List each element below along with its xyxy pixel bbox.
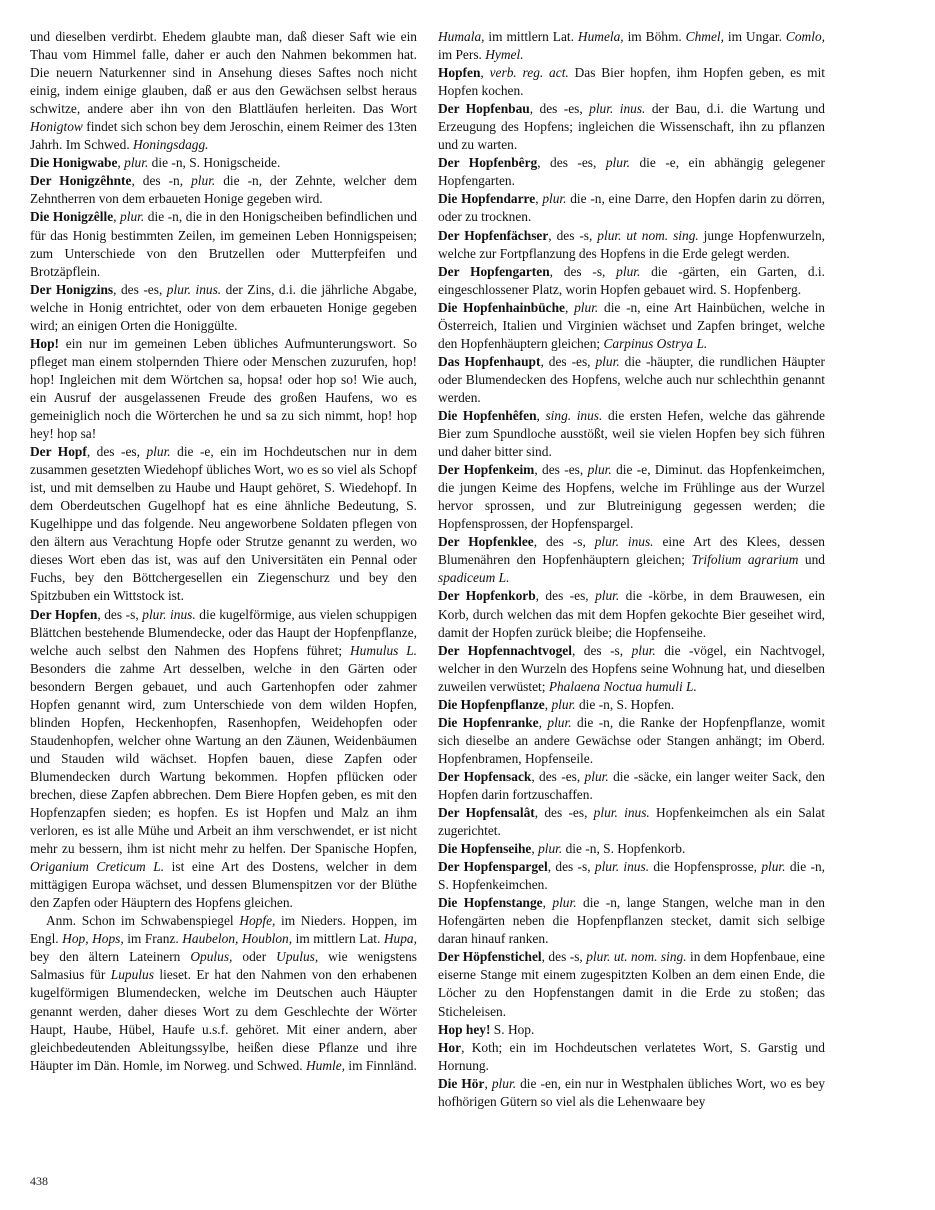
entry-text: die Hopfensprosse, — [649, 859, 762, 875]
entry-text: die -n, S. Hopfenkorb. — [562, 841, 686, 857]
headword: Der Hopfensalât — [438, 805, 535, 821]
italic-text: sing. inus. — [545, 407, 603, 423]
italic-text: plur. — [574, 299, 599, 315]
entry-text: die ersten Hefen, welche das gährende Bier zum Spundloche ausstößt, weil sie vielen Hopfen bey sich führen und daher bitter sind. — [438, 407, 825, 460]
italic-text: Honigtow — [30, 119, 83, 135]
entry-text: die -n, die in den Honigscheiben befindlichen und für das Honig bestimmten Zeilen, im gemeinen Leben Honnigspeisen; zum Unterschiede von den Brutzellen oder Mutterpfeifen und Brotzäpflein. — [30, 209, 417, 279]
entry-text: der Zins, d.i. die jährliche Abgabe, welche in Honig entrichtet, oder von dem erbaueten Honige gegeben wird; an einigen Orten die Honiggülte. — [30, 281, 417, 333]
dictionary-entry — [438, 190, 825, 226]
headword: Die Honigzêlle — [30, 209, 114, 225]
headword: Der Hopfengarten — [438, 263, 550, 279]
entry-text: , des -s, — [549, 263, 617, 279]
italic-text: Haubelon, Houblon, — [182, 931, 293, 947]
entry-text: , des -es, — [529, 101, 590, 117]
headword: Die Hopfenstange — [438, 895, 543, 911]
entry-text: im mittlern Lat. — [484, 29, 578, 44]
entry-text: die -n, die Ranke der Hopfenpflanze, womit sich dieselbe an andere Gewächse oder Stangen anhängt; im Oberd. Hopfenbramen, Hopfenseile. — [438, 714, 825, 766]
entry-text: , — [535, 191, 543, 207]
italic-text: Comlo, — [785, 29, 825, 44]
italic-text: plur. — [120, 209, 145, 225]
dictionary-entry — [438, 768, 825, 804]
dictionary-entry — [438, 227, 825, 263]
entry-text: die kugelförmige, aus vielen schuppigen Blättchen bestehende Blumendecke, oder das Haupt der Hopfenpflanze, welche auch selbst den Nahmen des Hopfens führet; — [30, 606, 417, 658]
headword: Der Hopfenkorb — [438, 588, 536, 604]
italic-text: plur. ut. nom. sing. — [586, 949, 687, 965]
headword: Der Hopfenbau — [438, 101, 530, 117]
dictionary-entry — [438, 894, 825, 948]
italic-text: Hop, Hops, — [62, 931, 124, 947]
italic-text: Humle, — [305, 1057, 346, 1073]
italic-text: Chmel, — [685, 29, 724, 44]
italic-text: plur. — [191, 173, 216, 189]
entry-text: , des -s, — [533, 534, 595, 550]
entry-text: , — [113, 209, 121, 225]
italic-text: Carpinus Ostrya L. — [603, 335, 708, 351]
italic-text: Hymel. — [485, 47, 524, 63]
entry-text: , — [565, 299, 575, 315]
italic-text: plur. — [552, 895, 577, 911]
entry-text: und — [798, 552, 825, 568]
entry-text: ein nur im gemeinen Leben übliches Aufmunterungswort. So pfleget man einem stolpernden Thiere oder Menschen zuzurufen, hop! hop! Ingleichen mit dem Wörtchen sa, hopsa! oder hop so! Wie auch, ein Ausruf der ausgelassenen Freude des großen Haufens, wo es gemeiniglich noch die Wörterchen he und sa zu sich nimmt, hop! hop hey! hop sa! — [30, 335, 417, 442]
italic-text: plur. — [761, 859, 786, 875]
dictionary-entry — [30, 443, 417, 605]
headword: Die Honigwabe — [30, 155, 118, 171]
entry-text: , des -s, — [97, 606, 143, 622]
dictionary-entry — [438, 353, 825, 407]
italic-text: plur. ut nom. sing. — [597, 227, 699, 243]
dictionary-entry — [30, 335, 417, 443]
dictionary-entry — [30, 606, 417, 913]
entry-text: die -säcke, ein langer weiter Sack, den Hopfen darin fortzuschaffen. — [438, 768, 825, 802]
entry-text: wie wenigstens Salmasius für — [30, 949, 417, 983]
entry-text: die -vögel, ein Nachtvogel, welcher in den Wurzeln des Hopfens seine Wohnung hat, und dieselben zuweilen verwüstet; — [438, 642, 825, 694]
dictionary-entry — [438, 804, 825, 840]
entry-text: S. Hop. — [490, 1021, 535, 1037]
headword: Der Hopfenbêrg — [438, 155, 538, 171]
entry-text: , — [117, 155, 125, 171]
right-column — [438, 28, 825, 1111]
dictionary-entry — [438, 642, 825, 696]
entry-text: die -n, S. Honigscheide. — [148, 155, 281, 171]
italic-text: plur. — [587, 462, 612, 478]
italic-text: plur. — [547, 714, 572, 730]
italic-text: plur. — [595, 353, 620, 369]
left-column — [30, 28, 417, 1075]
entry-text: , des -s, — [548, 227, 598, 243]
entry-text: im mittlern Lat. — [292, 931, 384, 947]
headword: Die Hopfenseihe — [438, 841, 532, 857]
italic-text: plur. inus. — [594, 534, 654, 550]
headword: Hopfen — [438, 65, 481, 81]
entry-text: die -en, ein nur in Westphalen übliches Wort, wo es bey hofhörigen Gütern so viel als die Lehenwaare bey — [438, 1075, 825, 1109]
italic-text: plur. — [584, 768, 609, 784]
dictionary-entry — [438, 154, 825, 190]
headword: Hop! — [30, 335, 60, 351]
dictionary-entry — [30, 912, 417, 1074]
entry-text: die -e, ein im Hochdeutschen nur in dem zusammen gesetzten Wiedehopf übliches Wort, wo es so viel als Schopf ist, und mit demselben zu Haube und Haupt gehöret, S. Wiedehopf. In dem Oberdeutschen Gugelhopf hat es eine ähnliche Bedeutung, S. Kugelhippe und das folgende. Neu angeworbene Soldaten pflegen von den ältern aus Verachtung Hopfe oder Strutze genannt zu werden, wo dieses Wort eben das ist, was auf den Universitäten ein Pennal oder Fuchs, bey den Böttchergesellen ein Ziegenschurz und bey den Spitzbuben ein Wittstock ist. — [30, 444, 417, 604]
italic-text: plur. — [605, 155, 631, 171]
italic-text: plur. — [491, 1075, 517, 1091]
dictionary-entry — [438, 64, 825, 100]
headword: Der Hopfennachtvogel — [438, 642, 572, 658]
dictionary-entry — [438, 28, 825, 64]
dictionary-entry — [438, 263, 825, 299]
entry-text: die -gärten, ein Garten, d.i. eingeschlossener Platz, worin Hopfen gebauet wird. S. Hopfenberg. — [438, 263, 825, 297]
entry-text: junge Hopfenwurzeln, welche zur Fortpflanzung des Hopfens in die Erde gelegt werden. — [438, 227, 825, 261]
entry-text: , des -es, — [537, 155, 606, 171]
headword: Der Hopf — [30, 444, 87, 460]
italic-text: Opulus, — [190, 949, 233, 965]
dictionary-entry — [438, 587, 825, 641]
dictionary-entry — [438, 1021, 825, 1039]
italic-text: Lupulus — [110, 967, 154, 983]
entry-text: , — [538, 714, 548, 730]
entry-text: die -e, ein abhängig gelegener Hopfengarten. — [438, 155, 825, 189]
entry-text: die -n, lange Stangen, welche man in den Hofengärten neben die Hopfenpflanzen stecket, damit sich selbige daran hinauf ranken. — [438, 895, 825, 947]
entry-text: die -körbe, in dem Brauwesen, ein Korb, durch welchen das mit dem Hopfen gekochte Bier geseihet wird, damit der Hopfen zurück bleibe; die Hopfenseihe. — [438, 588, 826, 640]
headword: Hor — [438, 1039, 462, 1055]
italic-text: Humala, — [438, 29, 485, 44]
page-number: 438 — [30, 1174, 48, 1188]
italic-text: Hupa, — [383, 931, 417, 947]
headword: Das Hopfenhaupt — [438, 353, 541, 369]
dictionary-entry — [438, 299, 825, 353]
entry-text: oder — [232, 949, 277, 965]
entry-text: der Bau, d.i. die Wartung und Erzeugung des Hopfens; ingleichen die Wissenschaft, ihn zu pflanzen und zu warten. — [438, 101, 826, 153]
entry-text: Anm. Schon im Schwabenspiegel — [46, 913, 240, 929]
entry-text: ist eine Art des Dostens, welcher in dem mittägigen Europa wächset, und dessen Blumenspitzen vor der Blüthe den Zapfen oder Häuptern des Hopfens gleichen. — [30, 859, 417, 911]
entry-text: in dem Hopfenbaue, eine eiserne Stange mit einem zugespitzten Kolben an dem einen Ende, die Löcher zu den Hopfenstangen damit in die Erde zu stoßen; das Sticheleisen. — [438, 949, 825, 1019]
italic-text: Trifolium agrarium — [691, 552, 799, 568]
entry-text: die -n, S. Hopfen. — [575, 696, 675, 712]
italic-text: Hopfe, — [239, 913, 276, 929]
italic-text: verb. reg. act. — [489, 65, 569, 81]
entry-text: , des -es, — [534, 805, 594, 821]
italic-text: Humela, — [577, 29, 624, 44]
entry-text: im Nieders. Hoppen, im Engl. — [30, 913, 417, 947]
italic-text: Origanium Creticum L. — [30, 859, 165, 875]
entry-text: Hopfenkeimchen als ein Salat zugerichtet. — [438, 805, 825, 839]
dictionary-entry — [438, 714, 825, 768]
italic-text: Upulus, — [276, 949, 319, 965]
headword: Der Hopfen — [30, 606, 98, 622]
entry-text: lieset. Er hat den Nahmen von den erhabenen kugelförmigen Blumendecken, welche im Deutschen auch Häupter genannt werden, daher dieses Wort zu dem Geschlechte der Wörter Haupt, Haube, Hübel, Haufe u.s.f. gehöret. Mit einer andern, aber gleichbedeutenden Ableitungssylbe, heißen diese Pflanze und ihre Häupter im Dän. Homle, im Norweg. und Schwed. — [30, 967, 417, 1073]
headword: Die Hopfenpflanze — [438, 696, 545, 712]
headword: Der Hopfenfächser — [438, 227, 549, 243]
headword: Der Hopfensack — [438, 768, 532, 784]
headword: Der Honigzins — [30, 281, 114, 297]
italic-text: plur. inus. — [594, 859, 650, 875]
entry-text: die -n, eine Art Hainbüchen, welche in Österreich, Italien und Virginien wächset und Zapfen bringet, welche den Hopfenhäuptern gleichen; — [438, 299, 825, 351]
entry-text: , — [536, 407, 546, 423]
italic-text: plur. inus. — [593, 805, 650, 821]
dictionary-entry — [30, 172, 417, 208]
entry-text: , — [480, 65, 490, 81]
italic-text: plur. — [595, 588, 620, 604]
entry-text: , — [484, 1075, 492, 1091]
entry-text: , — [542, 895, 553, 911]
dictionary-entry — [438, 407, 825, 461]
headword: Die Hopfenhainbüche — [438, 299, 566, 315]
dictionary-entry — [438, 533, 825, 587]
entry-text: , des -es, — [113, 281, 167, 297]
italic-text: plur. — [631, 642, 656, 658]
entry-text: , des -es, — [86, 444, 147, 460]
entry-text: eine Art des Klees, dessen Blumenähren den Hopfenhäuptern gleichen; — [438, 534, 825, 568]
dictionary-entry — [438, 1075, 825, 1111]
entry-text: im Pers. — [438, 47, 486, 63]
entry-text: , des -es, — [540, 353, 596, 369]
dictionary-entry — [30, 281, 417, 335]
headword: Der Honigzêhnte — [30, 173, 132, 189]
entry-text: , des -n, — [131, 173, 192, 189]
entry-text: , des -s, — [547, 859, 595, 875]
headword: Der Hopfenspargel — [438, 859, 548, 875]
dictionary-entry — [438, 1039, 825, 1075]
entry-text: Das Bier hopfen, ihm Hopfen geben, es mit Hopfen kochen. — [438, 65, 826, 99]
headword: Die Hopfenhêfen — [438, 407, 537, 423]
dictionary-entry — [30, 208, 417, 280]
dictionary-entry — [30, 154, 417, 172]
entry-text: die -e, Diminut. das Hopfenkeimchen, die jungen Keime des Hopfens, welche im Frühlinge aus der Wurzel hervor sprossen, und zur Blutreinigung gegessen werden; die Hopfensprossen, der Hopfenspargel. — [438, 462, 826, 532]
italic-text: plur. — [616, 263, 641, 279]
entry-text: im Finnländ. — [345, 1057, 417, 1073]
italic-text: plur. inus. — [166, 281, 222, 297]
italic-text: Honingsdagg. — [133, 137, 209, 153]
entry-text: , des -es, — [531, 768, 585, 784]
headword: Die Hopfenranke — [438, 714, 539, 730]
entry-text: , des -es, — [534, 462, 588, 478]
headword: Hop hey! — [438, 1021, 491, 1037]
entry-text: im Böhm. — [623, 29, 686, 44]
italic-text: spadiceum L. — [438, 570, 510, 586]
entry-text: , — [544, 696, 552, 712]
entry-text: die -n, der Zehnte, welcher dem Zehntherren von dem erbaueten Honige gegeben wird. — [30, 173, 418, 207]
entry-text: die -n, eine Darre, den Hopfen darin zu dörren, oder zu trocknen. — [438, 191, 826, 225]
dictionary-entry — [438, 858, 825, 894]
dictionary-entry — [438, 948, 825, 1020]
headword: Die Hör — [438, 1075, 485, 1091]
entry-text: die -häupter, die rundlichen Häupter oder Blumendecken des Hopfens, welche auch nur schlechthin genannt werden. — [438, 353, 825, 405]
italic-text: plur. — [551, 696, 576, 712]
italic-text: plur. — [538, 841, 563, 857]
entry-text: , des -s, — [571, 642, 632, 658]
entry-text: im Franz. — [123, 931, 183, 947]
italic-text: plur. inus. — [142, 606, 196, 622]
entry-text: im Ungar. — [723, 29, 786, 44]
headword: Der Hopfenkeim — [438, 462, 535, 478]
entry-text: und dieselben verdirbt. Ehedem glaubte man, daß dieser Saft wie ein Thau vom Himmel falle, daher er auch den Nahmen bekommen hat. Die neuern Naturkenner sind in Ansehung dieses Saftes noch nicht einig, indem einige glauben, daß er aus den Gewächsen selbst heraus schwitze, andere aber ihn von den Blattläufen herleiten. Das Wort — [30, 29, 417, 117]
headword: Der Höpfenstichel — [438, 949, 542, 965]
italic-text: plur. — [542, 191, 567, 207]
italic-text: Humulus L. — [350, 642, 417, 658]
italic-text: plur. — [124, 155, 149, 171]
dictionary-entry — [438, 840, 825, 858]
entry-text: die -n, S. Hopfenkeimchen. — [438, 859, 825, 893]
headword: Die Hopfendarre — [438, 191, 536, 207]
entry-text: , — [531, 841, 539, 857]
entry-text: bey den ältern Lateinern — [30, 949, 191, 965]
entry-text: , des -s, — [541, 949, 587, 965]
italic-text: Phalaena Noctua humuli L. — [548, 678, 697, 694]
dictionary-entry — [438, 696, 825, 714]
entry-text: findet sich schon bey dem Jeroschin, einem Reimer des 13ten Jahrh. Im Schwed. — [30, 119, 417, 153]
entry-text: , Koth; ein im Hochdeutschen verlatetes Wort, S. Garstig und Hornung. — [438, 1039, 825, 1073]
entry-text: Besonders die zahme Art desselben, welche in den Gärten oder besondern Bergen gebauet, und auch Gartenhopfen oder zahmer Hopfen genannt wird, zum Unterschiede von dem wilden Hopfen, blinden Hopfen, Heckenhopfen, Rasenhopfen, Weidehopfen oder Staudenhopfen, welcher ohne Wartung an den Zäunen, Weidenbäumen und Stauden wild wächset. Hopfen bauen, diese Zapfen oder Blumendecken durch Wartung bekommen. Hopfen pflücken oder brechen, diese Zapfen abbrechen. Dem Biere Hopfen geben, es mit den Hopfenzapfen sieden; es hopfen. Es ist Hopfen und Malz an ihm verloren, es ist alle Mühe und Arbeit an ihm verschwendet, er ist nicht mehr zu bessern, ihm ist nicht mehr zu helfen. Der Spanische Hopfen, — [30, 660, 417, 857]
headword: Der Hopfenklee — [438, 534, 534, 550]
entry-text: , des -es, — [535, 588, 596, 604]
dictionary-entry — [438, 100, 825, 154]
dictionary-entry — [30, 28, 417, 154]
dictionary-entry — [438, 461, 825, 533]
italic-text: plur. — [146, 444, 171, 460]
italic-text: plur. inus. — [589, 101, 646, 117]
